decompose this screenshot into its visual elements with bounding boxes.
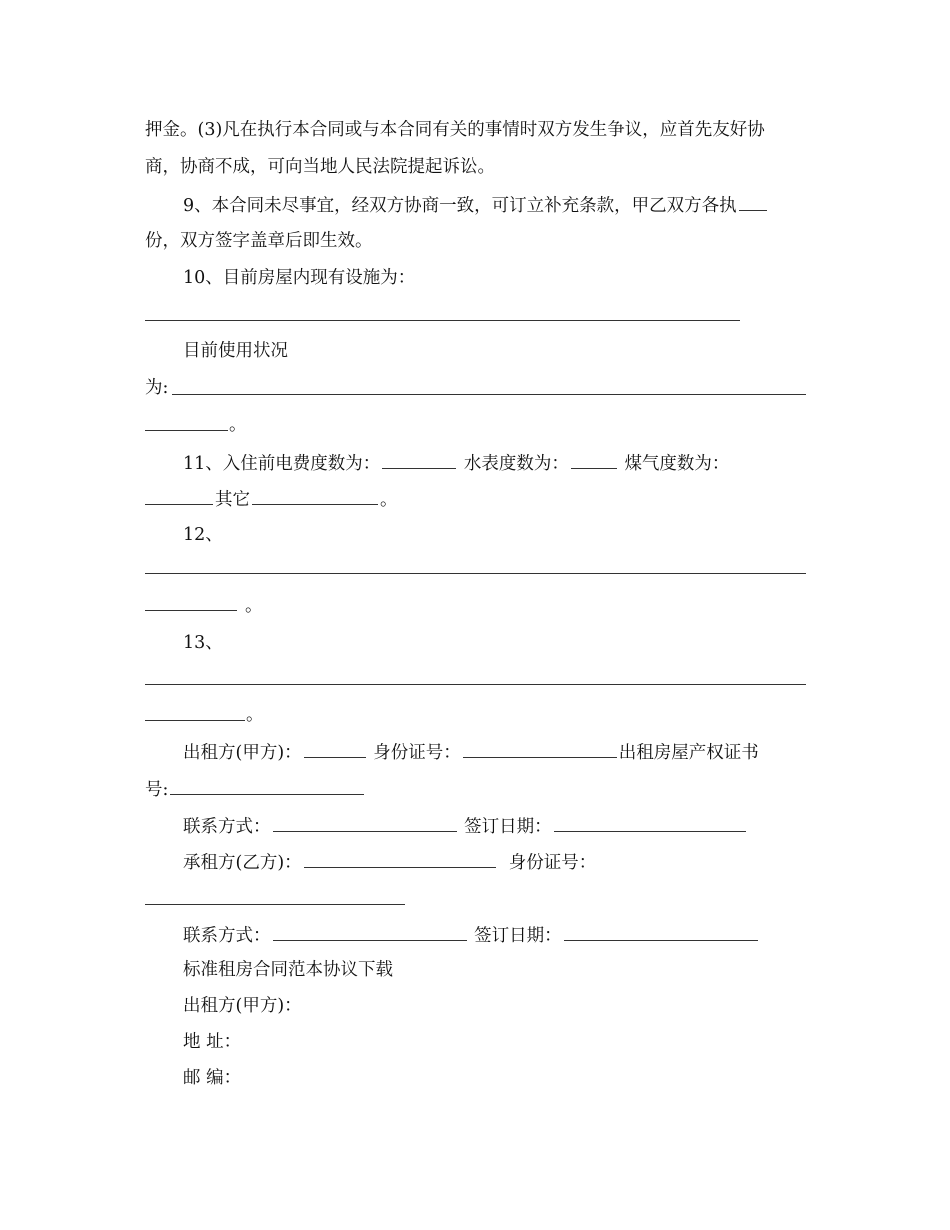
clause-11-line-1: 11、入住前电费度数为： 水表度数为： 煤气度数为： bbox=[183, 450, 810, 476]
lessor-id-blank bbox=[463, 739, 617, 758]
clause-12-period: 。 bbox=[245, 596, 263, 616]
clause-13-blank-line-1 bbox=[145, 684, 806, 685]
lessor-contact-blank bbox=[273, 813, 457, 832]
lessee-contact-blank bbox=[273, 922, 467, 941]
other-blank bbox=[252, 486, 378, 505]
deed-number-line: 号: bbox=[145, 776, 810, 802]
clause-10: 10、目前房屋内现有设施为： bbox=[183, 268, 416, 288]
lessor-contact-line: 联系方式： 签订日期： bbox=[183, 813, 810, 839]
lessee-id-blank-line bbox=[145, 904, 405, 905]
paragraph-deposit-line-2: 商，协商不成，可向当地人民法院提起诉讼。 bbox=[145, 157, 495, 177]
lessor-sign-date-blank bbox=[554, 813, 746, 832]
clause-12-blank-line-1 bbox=[145, 573, 806, 574]
lessee-line: 承租方(乙方)： 身份证号： bbox=[183, 849, 810, 875]
gas-blank bbox=[145, 486, 213, 505]
template-address-label: 地 址： bbox=[183, 1032, 242, 1052]
lessee-sign-date-blank bbox=[564, 922, 758, 941]
copies-blank bbox=[739, 192, 767, 211]
facilities-blank-line bbox=[145, 320, 740, 321]
template-title: 标准租房合同范本协议下载 bbox=[183, 960, 393, 980]
template-postcode-label: 邮 编： bbox=[183, 1068, 242, 1088]
deed-number-blank bbox=[170, 776, 364, 795]
usage-for-line: 为: bbox=[145, 378, 169, 398]
lessee-contact-line: 联系方式： 签订日期： bbox=[183, 922, 810, 948]
usage-blank-line-1 bbox=[172, 394, 806, 395]
usage-blank-line-2 bbox=[145, 430, 228, 431]
clause-13-period: 。 bbox=[246, 705, 264, 725]
clause-12-blank-line-2 bbox=[145, 610, 237, 611]
clause-11-line-2: 其它 。 bbox=[145, 486, 810, 512]
water-blank bbox=[571, 450, 617, 469]
clause-13: 13、 bbox=[183, 633, 223, 653]
clause-13-blank-line-2 bbox=[145, 720, 245, 721]
clause-12: 12、 bbox=[183, 525, 223, 545]
clause-9-line-1: 9、本合同未尽事宜，经双方协商一致，可订立补充条款，甲乙双方各执 bbox=[183, 192, 810, 218]
electricity-blank bbox=[382, 450, 456, 469]
paragraph-deposit-line-1: 押金。(3)凡在执行本合同或与本合同有关的事情时双方发生争议，应首先友好协 bbox=[145, 120, 765, 140]
usage-label: 目前使用状况 bbox=[183, 341, 288, 361]
template-lessor-label: 出租方(甲方)： bbox=[183, 996, 302, 1016]
lessor-line: 出租方(甲方)： 身份证号： 出租房屋产权证书 bbox=[183, 739, 810, 765]
lessor-name-blank bbox=[304, 739, 366, 758]
lessee-name-blank bbox=[304, 849, 496, 868]
clause-9-line-2: 份，双方签字盖章后即生效。 bbox=[145, 231, 373, 251]
usage-period: 。 bbox=[229, 415, 247, 435]
